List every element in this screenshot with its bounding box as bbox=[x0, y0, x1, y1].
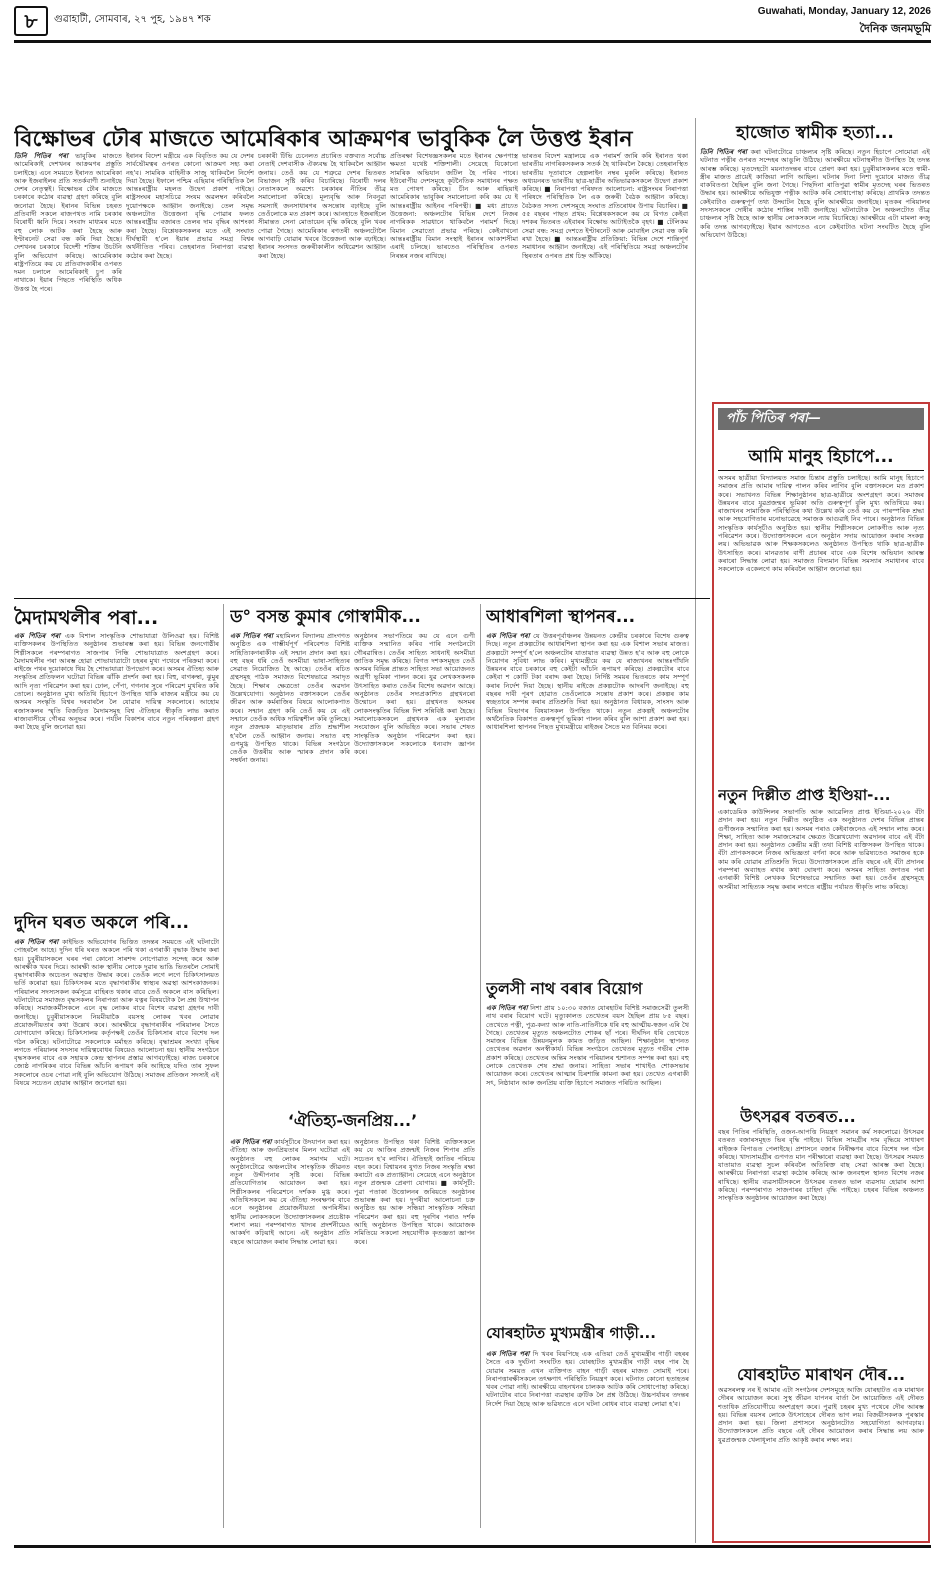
cm-car-dateline: এক পিতিৰ পৰা bbox=[486, 1350, 533, 1358]
header-rule bbox=[14, 40, 931, 43]
sidebar-headline-4: যোৰহাটত মাৰাথন দৌৰ... bbox=[736, 1365, 906, 1384]
maidam-body: এক পিতিৰ পৰা এক বিশাল সাংস্কৃতিক শোভাযাত্ৰা উলিওৱা হয়। বিশিষ্ট ব্যক্তিসকলৰ উপস্থিতিত অনুষ্ঠানৰ শুভাৰম্ভ কৰা হয়। বিভিন্ন জনগোষ্ঠীৰ শিল্পীসকলে পৰম্পৰাগত সাজপাৰ পিন্ধি শোভাযাত্ৰাত অংশগ্ৰহণ কৰে। মৈদামথলীৰ পৰা আৰম্ভ হোৱা শোভাযাত্ৰাটো চহৰৰ মুখ্য পথেৰে পৰিক্ৰমা কৰে। ৰাইজে পথৰ দুয়োকাষে থিয় হৈ শোভাযাত্ৰা উপভোগ কৰে। অসমৰ ঐতিহ্য আৰু সংস্কৃতিৰ প্ৰতিফলন ঘটোৱা বিভিন্ন ঝাঁকি প্ৰদৰ্শন কৰা হয়। বিহু, বাগৰুম্বা, ঝুমুৰ আদি নৃত্য পৰিৱেশন কৰা হয়। ঢোল, পেঁপা, গগনাৰ সুৰে পৰিৱেশ মুখৰিত কৰি তোলে। অনুষ্ঠানত মুখ্য অতিথি হিচাপে উপস্থিত থাকি ৰাজ্যৰ মন্ত্ৰীয়ে কয় যে অসমৰ সংস্কৃতি বিশ্বৰ দৰবাৰলৈ লৈ যোৱাৰ দায়িত্ব সকলোৰে। আহোম ৰজাসকলৰ স্মৃতি বিজড়িত মৈদামসমূহ বিশ্ব ঐতিহ্যৰ স্বীকৃতি লাভ কৰাত ৰাজ্যবাসীয়ে গৌৰৱ অনুভৱ কৰে। পৰ্যটন বিকাশৰ বাবে নতুন পৰিকল্পনা গ্ৰহণ কৰা হৈছে বুলি জনোৱা হয়। bbox=[14, 632, 219, 732]
hajot-dateline: তিনি পিতিৰ পৰা bbox=[700, 148, 751, 156]
hajot-headline: হাজোত স্বামীক হত্যা... bbox=[736, 123, 894, 143]
basanta-body-col2: অনুষ্ঠানৰ সভাপতিয়ে কয় যে এনে গুণী ব্যক্তিক সন্মানিত কৰিব পাৰি সংগঠনটো গৌৰৱান্বিত। তেওঁৰ সাহিত্য সাধনাই অসমীয়া জাতিক সমৃদ্ধ কৰিছে। বিগত দশকসমূহত তেওঁ অসমৰ বিভিন্ন প্ৰান্তত সাহিত্য সভা আয়োজনত অগ্ৰণী ভূমিকা পালন কৰে। যুৱ লেখকসকলক উৎসাহিত কৰাত তেওঁৰ বিশেষ অৱদান আছে। অনুষ্ঠানত তেওঁৰ সদ্যপ্ৰকাশিত গ্ৰন্থখনৰো উন্মোচন কৰা হয়। গ্ৰন্থখনত অসমৰ লোকসংস্কৃতিৰ বিভিন্ন দিশ সন্নিবিষ্ট কৰা হৈছে। সমালোচকসকলে গ্ৰন্থখনক এক মূল্যবান সংযোজন বুলি অভিহিত কৰে। সভাৰ শেষত সাংস্কৃতিক অনুষ্ঠান পৰিৱেশন কৰা হয়। উদ্যোক্তাসকলে সকলোকে ধন্যবাদ জ্ঞাপন কৰে। bbox=[354, 632, 475, 757]
sidebar-rule bbox=[718, 470, 924, 471]
tulsi-body: এক পিতিৰ পৰা নিশা প্ৰায় ১০:৩০ বজাত যোৰহাটৰ বিশিষ্ট সমাজসেৱী তুলসী নাথ বৰাৰ বিয়োগ ঘটে। মৃত্যুকালত তেখেতৰ বয়স হৈছিল প্ৰায় ৮৫ বছৰ। তেখেতে পত্নী, পুত্ৰ-কন্যা আৰু নাতি-নাতিনীকে ধৰি বহু আত্মীয়-স্বজন এৰি থৈ গৈছে। তেখেতৰ মৃত্যুত অঞ্চলটোত শোকৰ ছাঁ পৰে। দীৰ্ঘদিন ধৰি তেখেতে সমাজৰ বিভিন্ন উন্নয়নমূলক কামত জড়িত আছিল। শিক্ষানুষ্ঠান স্থাপনত তেখেতৰ অৱদান অনস্বীকাৰ্য। বিভিন্ন সংগঠনে তেখেতৰ মৃত্যুত গভীৰ শোক প্ৰকাশ কৰিছে। তেখেতৰ অন্তিম সংস্কাৰ পৰিয়ালৰ শ্মশানত সম্পন্ন কৰা হয়। বহু লোকে তেখেতক শেষ শ্ৰদ্ধা জনায়। সাহিত্য সভাৰ শাখাইও শোকসভাৰ আয়োজন কৰে। তেখেতৰ আত্মাৰ চিৰশান্তি কামনা কৰা হয়। তেখেত এগৰাকী সৎ, নিষ্ঠাবান আৰু জনপ্ৰিয় ব্যক্তি হিচাপে সমাজত পৰিচিত আছিল। bbox=[486, 1004, 689, 1087]
cm-car-headline: যোৰহাটত মুখ্যমন্ত্ৰীৰ গাড়ী... bbox=[486, 1324, 656, 1342]
header-right bbox=[758, 6, 931, 39]
page-number: ৮ bbox=[14, 6, 48, 36]
aitihya-dateline: এক পিতিৰ পৰা bbox=[230, 1138, 275, 1146]
sidebar-headline-1: আমি মানুহ হিচাপে... bbox=[748, 447, 894, 467]
tulsi-dateline: এক পিতিৰ পৰা bbox=[486, 1004, 531, 1012]
sidebar-headline-2: নতুন দিল্লীত প্ৰাপ্ত ইণ্ডিয়া-... bbox=[718, 786, 891, 804]
sidebar-body-4: অৱসৰলত্ব নৰ ই আমাৰ এটা সংগঠনৰ দেশসমূহে আজি যোৰহাটত এক মাৰাথন দৌৰৰ আয়োজন কৰে। সুস্থ জীৱন যাপনৰ বাৰ্তা লৈ আয়োজিত এই দৌৰত শতাধিক প্ৰতিযোগীয়ে অংশগ্ৰহণ কৰে। পুৱাই চহৰৰ মুখ্য পথেৰে দৌৰ আৰম্ভ হয়। বিভিন্ন বয়সৰ লোকে উৎসাহেৰে দৌৰত ভাগ লয়। বিজয়ীসকলক পুৰস্কাৰ প্ৰদান কৰা হয়। জিলা প্ৰশাসনে অনুষ্ঠানটোত সহযোগিতা আগবঢ়ায়। উদ্যোক্তাসকলে প্ৰতি বছৰে এই দৌৰৰ আয়োজন কৰাৰ সিদ্ধান্ত লয় আৰু যুৱপ্ৰজন্মক খেলাধূলাৰ প্ৰতি আকৃষ্ট কৰাৰ লক্ষ্য লয়। bbox=[718, 1386, 924, 1444]
basanta-body-col1: এক পিতিৰ পৰা মহামিলন বিদ্যালয় প্ৰাংগণত অনুষ্ঠিত এক গাম্ভীৰ্যপূৰ্ণ পৰিবেশত বিশিষ্ট সাহিত্যিকগৰাকীক এই সন্মান প্ৰদান কৰা হয়। বহু বছৰ ধৰি তেওঁ অসমীয়া ভাষা-সাহিত্যৰ সেৱাত নিয়োজিত হৈ আছে। তেওঁৰ ৰচিত গ্ৰন্থসমূহ পাঠক সমাজত বিশেষভাৱে সমাদৃত হৈছে। শিক্ষাৰ ক্ষেত্ৰতো তেওঁৰ অৱদান উল্লেখযোগ্য। অনুষ্ঠানত বক্তাসকলে তেওঁৰ জীৱন আৰু কৰ্মৰাজিৰ বিষয়ে আলোকপাত কৰে। সন্মান গ্ৰহণ কৰি তেওঁ কয় যে এই সন্মানে তেওঁক অধিক দায়িত্বশীল কৰি তুলিছে। নতুন প্ৰজন্মক মাতৃভাষাৰ প্ৰতি শ্ৰদ্ধাশীল হ'বলৈ তেওঁ আহ্বান জনায়। সভাত বহু গুণমুগ্ধ উপস্থিত থাকে। বিভিন্ন সংগঠনে তেওঁক উত্তৰীয় আৰু স্মাৰক প্ৰদান কৰি সম্বৰ্ধনা জনায়। bbox=[230, 632, 350, 765]
aitihya-body-col1: এক পিতিৰ পৰা কাৰ্যসূচীৰে উদযাপন কৰা হয়। ঐতিহ্য আৰু জনপ্ৰিয়তাৰ মিলন ঘটোৱা এই অনুষ্ঠানত বহু লোকৰ সমাগম ঘটে। অনুষ্ঠানটোৱে অঞ্চলটোৰ সাংস্কৃতিক জীৱনত নতুন উদ্দীপনাৰ সৃষ্টি কৰে। বিভিন্ন প্ৰতিযোগিতাৰ আয়োজন কৰা হয়। শিল্পীসকলৰ পৰিৱেশনে দৰ্শকক মুগ্ধ কৰে। অতিথিসকলে কয় যে ঐতিহ্য সংৰক্ষণৰ বাবে এনে অনুষ্ঠানৰ প্ৰয়োজনীয়তা অপৰিসীম। স্থানীয় লোকসকলে উদ্যোক্তাসকলৰ প্ৰচেষ্টাক শলাগ লয়। পৰম্পৰাগত খাদ্যৰ প্ৰদৰ্শনীয়েও আকৰ্ষণ কঢ়িয়াই আনে। এই অনুষ্ঠান প্ৰতি বছৰে আয়োজন কৰাৰ সিদ্ধান্ত লোৱা হয়। bbox=[230, 1138, 350, 1246]
sidebar-body-1: অসমৰ ছাত্ৰীয়া বিদ্যালয়ত সমাজ চিন্তাৰ প্ৰস্তুতি চলাইছে। আমি মানুহ হিচাপে সমাজৰ প্ৰতি আমাৰ দায়িত্ব পালন কৰিব লাগিব বুলি বক্তাসকলে মত প্ৰকাশ কৰে। সভাখনত বিভিন্ন শিক্ষানুষ্ঠানৰ ছাত্ৰ-ছাত্ৰীয়ে অংশগ্ৰহণ কৰে। সমাজৰ উন্নয়নৰ বাবে যুৱপ্ৰজন্মৰ ভূমিকা অতি গুৰুত্বপূৰ্ণ বুলি মুখ্য অতিথিয়ে কয়। ৰাজ্যখনৰ সামাজিক পৰিস্থিতিৰ কথা উল্লেখ কৰি তেওঁ কয় যে পাৰস্পৰিক শ্ৰদ্ধা আৰু সহযোগিতাৰ মনোভাৱেহে সমাজক আগুৱাই নিব পাৰে। অনুষ্ঠানত বিভিন্ন সাংস্কৃতিক কাৰ্যসূচীও অনুষ্ঠিত হয়। স্থানীয় শিল্পীসকলে লোকগীত আৰু নৃত্য পৰিৱেশন কৰে। উদ্যোক্তাসকলে এনে অনুষ্ঠান সদায় আয়োজন কৰাৰ সংকল্প লয়। অভিভাৱক আৰু শিক্ষকসকলেও অনুষ্ঠানত উপস্থিত থাকি ছাত্ৰ-ছাত্ৰীক উৎসাহিত কৰে। মানৱতাৰ বাণী প্ৰচাৰৰ বাবে এক বিশেষ অভিযান আৰম্ভ কৰাৰো সিদ্ধান্ত লোৱা হয়। সমাজত বিদ্যমান বিভিন্ন সমস্যাৰ সমাধানৰ বাবে সকলোকে একেলগে কাম কৰিবলৈ আহ্বান জনোৱা হয়। bbox=[718, 474, 924, 574]
maidam-headline: মৈদামথলীৰ পৰা... bbox=[14, 607, 159, 629]
dudin-dateline: এক পিতিৰ পৰা bbox=[14, 938, 63, 946]
basanta-headline: ড° বসন্ত কুমাৰ গোস্বামীক... bbox=[230, 607, 421, 627]
hajot-body: তিনি পিতিৰ পৰা কৰা ঘটনাটোৱে চাঞ্চল্যৰ সৃষ্টি কৰিছে। নতুন হিচাপে সোমোৱা এই ঘটনাত পত্নীৰ ওপৰত সন্দেহৰ আঙুলি উঠিছে। আৰক্ষীয়ে ঘটনাস্থলীত উপস্থিত হৈ তদন্ত আৰম্ভ কৰিছে। মৃতদেহটো ময়নাতদন্তৰ বাবে প্ৰেৰণ কৰা হয়। চুবুৰীয়াসকলৰ মতে স্বামী-স্ত্ৰীৰ মাজত প্ৰায়েই কাজিয়া লাগি আছিল। ঘটনাৰ দিনা নিশা দুয়োৰে মাজত তীব্ৰ বাকবিতণ্ডা হৈছিল বুলি জনা গৈছে। পিছদিনা ৰাতিপুৱা স্বামীৰ মৃতদেহ ঘৰৰ ভিতৰত উদ্ধাৰ হয়। আৰক্ষীয়ে অভিযুক্ত পত্নীক আটক কৰি সোধাপোছা কৰিছে। প্ৰাথমিক তদন্তত কেইবাটাও গুৰুত্বপূৰ্ণ তথ্য উদ্ঘাটন হৈছে বুলি আৰক্ষীয়ে জনাইছে। মৃতকৰ পৰিয়ালৰ সদস্যসকলে দোষীৰ কঠোৰ শাস্তিৰ দাবী জনাইছে। ঘটনাটোক লৈ অঞ্চলটোত তীব্ৰ চাঞ্চল্যৰ সৃষ্টি হৈছে আৰু স্থানীয় লোকসকলে ন্যায় বিচাৰিছে। আৰক্ষীয়ে এটা মামলা ৰুজু কৰি তদন্ত আগবঢ়াইছে। ইয়াৰ আগতেও এনে কেইবাটাও ঘটনা সংঘটিত হৈছে বুলি অভিযোগ উঠিছে। bbox=[700, 148, 930, 239]
cm-car-body: এক পিতিৰ পৰা দি খবৰ বিয়পিছে এক এতিয়া তেওঁ মুখ্যমন্ত্ৰীৰ গাড়ী বহৰৰ সৈতে এক দুৰ্ঘটনা সংঘটিত হয়। যোৰহাটত মুখ্যমন্ত্ৰীৰ গাড়ী বহৰ পাৰ হৈ যোৱাৰ সময়ত এখন ব্যক্তিগত বাহন গাড়ী বহৰৰ মাজত সোমাই পৰে। নিৰাপত্তাৰক্ষীসকলে তৎক্ষণাৎ পৰিস্থিতি নিয়ন্ত্ৰণ কৰে। ঘটনাত কোনো হতাহতৰ খবৰ পোৱা নাই। আৰক্ষীয়ে বাহনখনৰ চালকক আটক কৰি সোধাপোছা কৰিছে। ঘটনাটোৰ বাবে নিৰাপত্তা ব্যৱস্থাৰ ত্ৰুটিক লৈ প্ৰশ্ন উঠিছে। উচ্চপৰ্যায়ৰ তদন্তৰ নিৰ্দেশ দিয়া হৈছে আৰু ভৱিষ্যতে এনে ঘটনা ৰোধৰ বাবে ব্যৱস্থা লোৱা হ'ব। bbox=[486, 1350, 689, 1408]
issue-date: গুৱাহাটী, সোমবাৰ, ২৭ পুহ, ১৯৪৭ শক bbox=[54, 14, 211, 25]
tulsi-headline: তুলসী নাথ বৰাৰ বিয়োগ bbox=[486, 979, 643, 998]
sidebar-body-3: বছৰ পিতিৰ পৰিস্থিতি, ওজন-আপত্তি নিয়ন্ত্ৰণ সমানৰ কৰ্ম সকলোৱে। উৎসৱৰ বতৰত বজাৰসমূহত ভিৰ বৃদ্ধি পাইছে। বিভিন্ন সামগ্ৰীৰ দাম বৃদ্ধিয়ে সাধাৰণ ৰাইজক বিপাঙত পেলাইছে। প্ৰশাসনে বজাৰ নিৰীক্ষণৰ বাবে বিশেষ দল গঠন কৰিছে। খাদ্যসামগ্ৰীৰ গুণগত মান পৰীক্ষাৰো ব্যৱস্থা কৰা হৈছে। উৎসৱৰ সময়ত যাতায়াত ব্যৱস্থা সুচল কৰিবলৈ অতিৰিক্ত বাছ সেৱা আৰম্ভ কৰা হৈছে। আৰক্ষীয়ে নিৰাপত্তা ব্যৱস্থা কঠোৰ কৰিছে আৰু জনবহুল স্থানত বিশেষ নজৰ ৰাখিছে। স্থানীয় ব্যৱসায়ীসকলে উৎসৱৰ বতৰত ভাল ব্যৱসায় হোৱাৰ আশা কৰিছে। পৰম্পৰাগত সাজপাৰৰ চাহিদা বৃদ্ধি পাইছে। চহৰৰ বিভিন্ন অঞ্চলত সাংস্কৃতিক অনুষ্ঠানৰ আয়োজন কৰা হৈছে। bbox=[718, 1128, 924, 1203]
column-divider bbox=[223, 604, 224, 1528]
iran-body-col4: প্ৰতিৰক্ষা বিশেষজ্ঞসকলৰ মতে ইৰানৰ ক্ষেপণাস্ত্ৰ ক্ষমতা যথেষ্ট শক্তিশালী। সেয়েহে যিকোনো সামৰিক অভিযান জটিল হৈ পৰিব পাৰে। ইউৰোপীয় দেশসমূহে কূটনৈতিক সমাধানৰ পক্ষত মত পোষণ কৰিছে। চীন আৰু ৰাছিয়াই আমেৰিকাৰ ভাবুকিৰ সমালোচনা কৰি কয় যে ই আন্তঃৰাষ্ট্ৰীয় আইনৰ পৰিপন্থী। ■ মধ্য প্ৰাচ্যত উত্তেজনা: অঞ্চলটোৰ বিভিন্ন দেশে নিজৰ নাগৰিকক সাৱধানে থাকিবলৈ পৰামৰ্শ দিছে। বিমান সেৱাতো প্ৰভাৱ পৰিছে। কেইবাখনো আন্তঃৰাষ্ট্ৰীয় বিমান সংস্থাই ইৰানৰ আকাশসীমা এৰাই চলিছে। ভাৰতেও পৰিস্থিতিৰ ওপৰত নিৰন্তৰ নজৰ ৰাখিছে। bbox=[390, 152, 518, 260]
iran-body-col1: তিনি পিতিৰ পৰা ভাবুকিৰ মাজতে আমেৰিকাই দেশখনৰ আক্ৰমণৰ প্ৰস্তুতি চলাইছে। এনে সময়তে ইৰানত আমেৰিকা আৰু ইজৰাইলৰ প্ৰতি সতৰ্কবাণী শুনাইছে দেশৰ নেতৃত্বই। বিক্ষোভৰ ঢৌৰ মাজতে চৰকাৰে কঠোৰ ব্যৱস্থা গ্ৰহণ কৰিছে বুলি জনোৱা হৈছে। ইৰানৰ বিভিন্ন চহৰত প্ৰতিবাদী সকলে ৰাজপথত নামি চৰকাৰ বিৰোধী ধ্বনি দিয়ে। সংবাদ মাধ্যমৰ মতে বহু লোক আটক কৰা হৈছে আৰু ইণ্টাৰনেট সেৱা বন্ধ কৰি দিয়া হৈছে। দেশখনৰ চৰকাৰে বিদেশী শক্তিৰ উচটনি বুলি অভিযোগ কৰিছে। আমেৰিকাৰ ৰাষ্ট্ৰপতিয়ে কয় যে প্ৰতিবাদকাৰীৰ ওপৰত দমন চলালে আমেৰিকাই চুপ কৰি নাথাকে। ইয়াৰ পিছতে পৰিস্থিতি অধিক উত্তপ্ত হৈ পৰে। bbox=[14, 152, 122, 293]
row-rule bbox=[14, 598, 710, 599]
adharshila-dateline: এক পিতিৰ পৰা bbox=[486, 632, 534, 640]
aitihya-body-col2: অনুষ্ঠানত উপস্থিত থকা বিশিষ্ট ব্যক্তিসকলে কয় যে আজিৰ প্ৰজন্মই নিজৰ শিপাৰ প্ৰতি সচেতন হ'ব লাগিব। ঐতিহ্যই জাতিৰ পৰিচয় বহন কৰে। বিশ্বায়নৰ যুগত নিজৰ সংস্কৃতি ৰক্ষা কৰাটো এক প্ৰত্যাহ্বান। সেয়েহে এনে অনুষ্ঠানে নতুন প্ৰজন্মক প্ৰেৰণা যোগায়। ■ কাৰ্যসূচী: পুৱা পতাকা উত্তোলনৰ জৰিয়তে অনুষ্ঠানৰ শুভাৰম্ভ কৰা হয়। দুপৰীয়া আলোচনা চক্ৰ অনুষ্ঠিত হয় আৰু সন্ধিয়া সাংস্কৃতিক সন্ধিয়া পৰিৱেশন কৰা হয়। বহু দূৰণিৰ পৰাও দৰ্শক আহি অনুষ্ঠানত উপস্থিত থাকে। আয়োজক সমিতিয়ে সকলো সহযোগীক কৃতজ্ঞতা জ্ঞাপন কৰে। bbox=[354, 1138, 475, 1246]
column-divider bbox=[480, 604, 481, 1528]
iran-headline: বিক্ষোভৰ ঢৌৰ মাজতে আমেৰিকাৰ আক্ৰমণৰ ভাবুকিক লৈ উত্তপ্ত ইৰান bbox=[14, 127, 633, 152]
brand-name: দৈনিক জনমভূমি bbox=[859, 22, 931, 35]
column-divider bbox=[695, 118, 696, 1543]
adharshila-headline: আধাৰশিলা স্থাপনৰ... bbox=[486, 607, 636, 627]
sidebar-section-title: পাঁচ পিতিৰ পৰা— bbox=[718, 408, 924, 430]
iran-dateline: তিনি পিতিৰ পৰা bbox=[14, 152, 76, 160]
aitihya-headline: ‘ঐতিহ্য-জনপ্ৰিয়...’ bbox=[287, 1111, 418, 1130]
maidam-dateline: এক পিতিৰ পৰা bbox=[14, 632, 65, 640]
dudin-headline: দুদিন ঘৰত অকলে পৰি... bbox=[14, 913, 189, 933]
iran-body-col3: চৰকাৰী টিভি চেনেলত প্ৰচাৰিত বক্তব্যত সৰ্বোচ্চ নেতাই দেশবাসীক ঐক্যবদ্ধ হৈ থাকিবলৈ আহ্বান জনায়। তেওঁ কয় যে শত্ৰুৱে দেশৰ ভিতৰত বিভাজন সৃষ্টি কৰিব বিচাৰিছে। বিৰোধী দলৰ নেতাসকলে অৱশ্যে চৰকাৰৰ নীতিৰ তীব্ৰ সমালোচনা কৰিছে। মূল্যবৃদ্ধি আৰু নিবনুৱা সমস্যাই জনসাধাৰণৰ অসন্তোষ বঢ়াইছে বুলি তেওঁলোকে মত প্ৰকাশ কৰে। আনহাতে ইজৰাইলে সীমান্তত সেনা মোতায়েন বৃদ্ধি কৰিছে বুলি খবৰ পোৱা গৈছে। আমেৰিকাৰ ৰণতৰী অঞ্চলটোলৈ আগবাঢ়ি যোৱাৰ খবৰে উত্তেজনা আৰু বঢ়াইছে। ইৰানৰ সংসদত জৰুৰীকালীন অধিৱেশন আহ্বান কৰা হৈছে। bbox=[258, 152, 386, 260]
sidebar-headline-3: উৎসৱৰ বতৰত... bbox=[740, 1107, 856, 1126]
iran-body-col5: ভাৰতৰ বিদেশ মন্ত্ৰালয়ে এক পৰামৰ্শ জাৰি কৰি ইৰানত থকা ভাৰতীয় নাগৰিকসকলক সতৰ্ক হৈ থাকিবলৈ কৈছে। তেহৰানস্থিত ভাৰতীয় দূতাবাসে হেল্পলাইন নম্বৰ মুকলি কৰিছে। ইৰানত অধ্যয়নৰত ভাৰতীয় ছাত্ৰ-ছাত্ৰীৰ অভিভাৱকসকলে উদ্বেগ প্ৰকাশ কৰিছে। ■ নিৰাপত্তা পৰিষদত আলোচনা: ৰাষ্ট্ৰসংঘৰ নিৰাপত্তা পৰিষদে পৰিস্থিতিক লৈ এক জৰুৰী বৈঠক আহ্বান কৰিছে। বৈঠকত সদস্য দেশসমূহে সংঘাত প্ৰতিৰোধৰ উপায় বিচাৰিব। ■ ৫৫ বছৰৰ পাছত প্ৰথম: বিশ্লেষকসকলে কয় যে বিগত কেইবা দশকৰ ভিতৰত এইবাৰৰ বিক্ষোভ আটাইতকৈ বৃহৎ। ■ টেলিকম সেৱা বন্ধ: সমগ্ৰ দেশতে ইণ্টাৰনেট আৰু মোবাইল সেৱা বন্ধ কৰি ৰখা হৈছে। ■ আন্তঃৰাষ্ট্ৰীয় প্ৰতিক্ৰিয়া: বিভিন্ন দেশে শান্তিপূৰ্ণ সমাধানৰ আহ্বান জনাইছে। এই পৰিস্থিতিয়ে সমগ্ৰ অঞ্চলটোৰ স্থিৰতাৰ ওপৰত প্ৰশ্ন চিহ্ন আঁকিছে। bbox=[522, 152, 688, 260]
adharshila-body: এক পিতিৰ পৰা যে উত্তৰপূৰ্বাঞ্চলৰ উন্নয়নত কেন্দ্ৰীয় চৰকাৰে বিশেষ গুৰুত্ব দিছে। নতুন প্ৰকল্পটোৰ আধাৰশিলা স্থাপন কৰা হয় এক বিশাল সভাৰ মাজত। প্ৰকল্পটো সম্পূৰ্ণ হ'লে অঞ্চলটোৰ যাতায়াত ব্যৱস্থা উন্নত হ'ব আৰু বহু লোকে নিয়োগৰ সুবিধা লাভ কৰিব। মুখ্যমন্ত্ৰীয়ে কয় যে ৰাজ্যখনৰ আন্তঃগাঁথনি উন্নয়নৰ বাবে চৰকাৰে বহু কেইটা আঁচনি ৰূপায়ণ কৰিছে। প্ৰকল্পটোৰ বাবে কেইবা শ কোটি টকা বৰাদ্দ কৰা হৈছে। নিৰ্দিষ্ট সময়ৰ ভিতৰতে কাম সম্পূৰ্ণ কৰাৰ নিৰ্দেশ দিয়া হৈছে। স্থানীয় ৰাইজে প্ৰকল্পটোক আদৰণি জনাইছে। বহু বছৰৰ দাবী পূৰণ হোৱাত তেওঁলোকে সন্তোষ প্ৰকাশ কৰে। প্ৰকল্পৰ কাম স্বচ্ছতাৰে সম্পন্ন কৰাৰ প্ৰতিশ্ৰুতি দিয়া হয়। অনুষ্ঠানত বিধায়ক, সাংসদ আৰু বিভিন্ন বিভাগৰ বিষয়াসকল উপস্থিত থাকে। নতুন প্ৰকল্পই অঞ্চলটোৰ অৰ্থনৈতিক বিকাশত গুৰুত্বপূৰ্ণ ভূমিকা পালন কৰিব বুলি আশা প্ৰকাশ কৰা হয়। আধাৰশিলা স্থাপনৰ পিছত মুখ্যমন্ত্ৰীয়ে ৰাইজৰ সৈতে মত বিনিময় কৰে। bbox=[486, 632, 689, 732]
page-header bbox=[14, 6, 931, 36]
iran-body-col2: ইৰানৰ বিদেশ মন্ত্ৰীয়ে এক বিবৃতিত কয় যে দেশৰ সাৰ্বভৌমত্বৰ ওপৰত কোনো আক্ৰমণ সহ্য কৰা নহ'ব। সামৰিক বাহিনীক সাজু থাকিবলৈ নিৰ্দেশ দিয়া হৈছে। ইফালে পশ্চিম এছিয়াৰ পৰিস্থিতিক লৈ আন্তঃৰাষ্ট্ৰীয় মহলত উদ্বেগ প্ৰকাশ পাইছে। ৰাষ্ট্ৰসংঘৰ মহাসচিৱে সংযম অৱলম্বন কৰিবলৈ দুয়োপক্ষকে আহ্বান জনাইছে। তেল সমৃদ্ধ অঞ্চলটোত উত্তেজনা বৃদ্ধি পোৱাৰ ফলত আন্তঃৰাষ্ট্ৰীয় বজাৰত তেলৰ দাম বৃদ্ধিৰ আশংকা কৰা হৈছে। বিশ্লেষকসকলৰ মতে এই সংঘাত দীৰ্ঘস্থায়ী হ'লে ইয়াৰ প্ৰভাৱ সমগ্ৰ বিশ্বৰ অৰ্থনীতিত পৰিব। তেহৰানত নিৰাপত্তা ব্যৱস্থা কঠোৰ কৰা হৈছে। bbox=[126, 152, 254, 260]
basanta-dateline: এক পিতিৰ পৰা bbox=[230, 632, 277, 640]
english-date: Guwahati, Monday, January 12, 2026 bbox=[757, 6, 931, 17]
sidebar-body-2: একাডেমিক কাউন্সিলৰ সভাপতি আৰু আৱেলিত প্ৰাপ্ত ইণ্ডিয়া-২০২৬ বঁটা প্ৰদান কৰা হয়। নতুন দিল্লীত অনুষ্ঠিত এক অনুষ্ঠানত দেশৰ বিভিন্ন প্ৰান্তৰ গুণীজনক সন্মানিত কৰা হয়। অসমৰ পৰাও কেইবাজনেও এই সন্মান লাভ কৰে। শিক্ষা, সাহিত্য আৰু সমাজসেৱাৰ ক্ষেত্ৰত উল্লেখযোগ্য অৱদানৰ বাবে এই বঁটা প্ৰদান কৰা হয়। অনুষ্ঠানত কেন্দ্ৰীয় মন্ত্ৰী তথা বিশিষ্ট ব্যক্তিসকল উপস্থিত থাকে। বঁটা প্ৰাপকসকলে নিজৰ অভিজ্ঞতা বৰ্ণনা কৰে আৰু ভৱিষ্যতেও সমাজৰ হকে কাম কৰি যোৱাৰ প্ৰতিশ্ৰুতি দিয়ে। উদ্যোক্তাসকলে প্ৰতি বছৰে এই বঁটা প্ৰদানৰ পৰম্পৰা অব্যাহত ৰখাৰ কথা ঘোষণা কৰে। অসমৰ সাহিত্য জগতৰ পৰা এগৰাকী বিশিষ্ট লেখকক বিশেষভাৱে সন্মানিত কৰা হয়। তেওঁৰ গ্ৰন্থসমূহে অসমীয়া সাহিত্যক সমৃদ্ধ কৰাৰ লগতে ৰাষ্ট্ৰীয় পৰ্যায়ত স্বীকৃতি লাভ কৰিছে। bbox=[718, 808, 924, 891]
footer-rule bbox=[14, 1545, 931, 1548]
dudin-body: এক পিতিৰ পৰা কাইভিত অভিযোগৰ ভিত্তিত তদন্তৰ সময়তে এই ঘটনাটো পোহৰলৈ আহে। দুদিন ধৰি ঘৰত অকলে পৰি থকা এগৰাকী বৃদ্ধাক উদ্ধাৰ কৰা হয়। চুবুৰীয়াসকলে ঘৰৰ পৰা কোনো সাৰশব্দ নোপোৱাত সন্দেহ কৰে আৰু আৰক্ষীক খবৰ দিয়ে। আৰক্ষী আৰু স্থানীয় লোকে দুৱাৰ ভাঙি ভিতৰলৈ সোমাই বৃদ্ধাগৰাকীক অচেতন অৱস্থাত উদ্ধাৰ কৰে। তেওঁক লগে লগে চিকিৎসালয়ত ভৰ্তি কৰোৱা হয়। চিকিৎসকৰ মতে বৃদ্ধাগৰাকীৰ স্বাস্থ্যৰ অৱস্থা আশংকাজনক। পৰিয়ালৰ সদস্যসকল কৰ্মসূত্ৰে বাহিৰত থকাৰ বাবে তেওঁ অকলে বাস কৰিছিল। ঘটনাটোৱে সমাজত বৃদ্ধসকলৰ নিৰাপত্তা আৰু যত্নৰ বিষয়টোক লৈ প্ৰশ্ন উত্থাপন কৰিছে। সমাজকৰ্মীসকলে এনে বৃদ্ধ লোকৰ বাবে বিশেষ ব্যৱস্থা গ্ৰহণৰ দাবী জনাইছে। চুবুৰীয়াসকলে নিয়মীয়াকৈ বয়সস্থ লোকৰ খবৰ লোৱাৰ প্ৰয়োজনীয়তাৰ কথা উল্লেখ কৰে। আৰক্ষীয়ে বৃদ্ধাগৰাকীৰ পৰিয়ালৰ সৈতে যোগাযোগ কৰিছে। চিকিৎসালয় কৰ্তৃপক্ষই তেওঁৰ চিকিৎসাৰ বাবে বিশেষ দল গঠন কৰিছে। ঘটনাটোৱে সকলোকে মৰ্মাহত কৰিছে। বৃদ্ধাশ্ৰমৰ সংখ্যা বৃদ্ধিৰ লগতে পৰিয়ালৰ সদস্যৰ দায়িত্ববোধৰ বিষয়েও আলোচনা হয়। স্থানীয় সংগঠনে বৃদ্ধসকলৰ বাবে এক সহায়ক কেন্দ্ৰ স্থাপনৰ প্ৰস্তাৱ আগবঢ়াইছে। ৰাজ্য চৰকাৰে জ্যেষ্ঠ নাগৰিকৰ বাবে বিভিন্ন আঁচনি ৰূপায়ণ কৰি আহিছে যদিও তাৰ সুফল সকলোৰে ওচৰ পোৱা নাই বুলি অভিযোগ উঠিছে। সমাজৰ প্ৰতিজন সদস্যই এই বিষয়ে সচেতন হোৱাৰ আহ্বান জনোৱা হয়। bbox=[14, 938, 219, 1088]
